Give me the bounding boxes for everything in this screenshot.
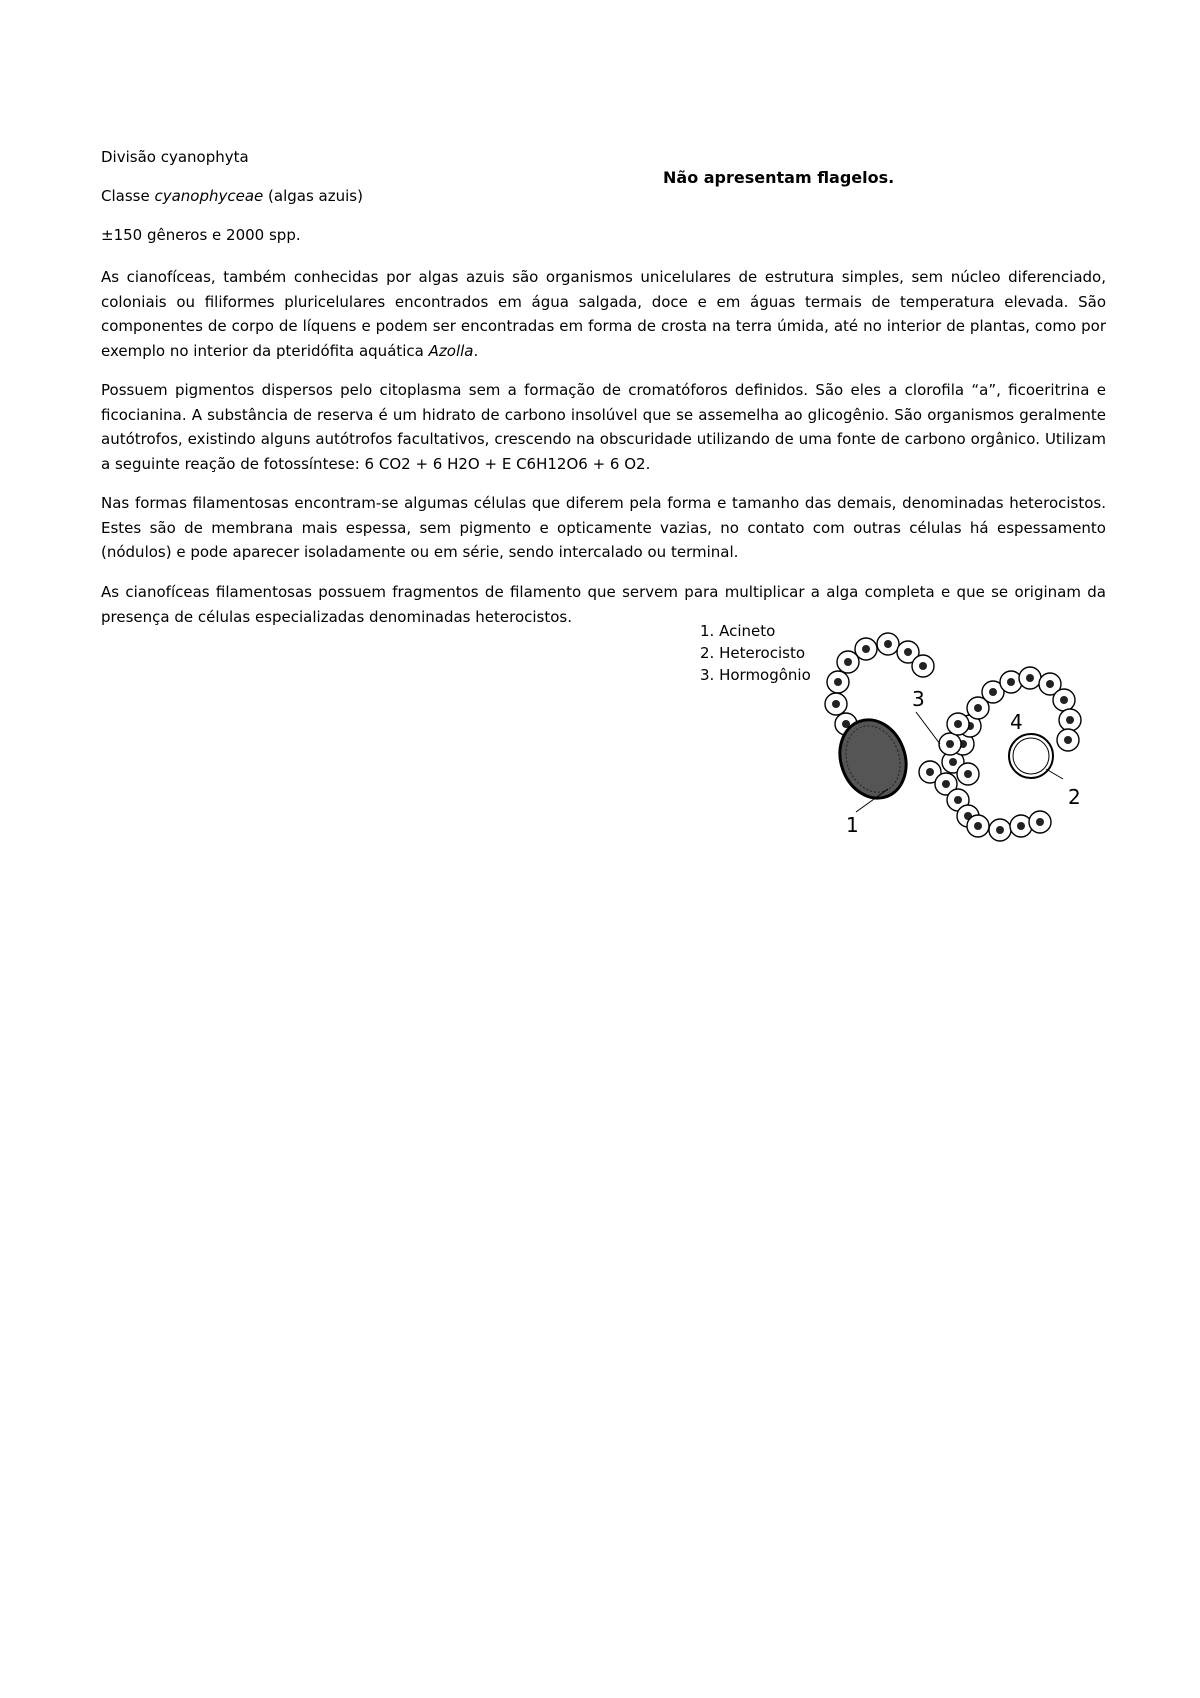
paragraph-heterocysts: Nas formas filamentosas encontram-se algumas células que diferem pela forma e tamanho das demais, denominadas heterocistos. Estes são de membrana mais espessa, sem pigmento e opticamente vazias, no contato com outras células há espessamento (nódulos) e pode aparecer isoladamente ou em série, sendo intercalado ou terminal. — [101, 494, 1106, 561]
cell-nucleus — [954, 796, 962, 804]
cell-nucleus — [884, 640, 892, 648]
legend-item-hormogonio: 3. Hormogônio — [700, 666, 811, 684]
cell-nucleus — [1017, 822, 1025, 830]
cell-nucleus — [904, 648, 912, 656]
cell-nucleus — [1066, 716, 1074, 724]
pointer-line-2 — [1046, 769, 1063, 779]
cell-nucleus — [919, 662, 927, 670]
cell-nucleus — [974, 822, 982, 830]
cell-nucleus — [1007, 678, 1015, 686]
cell-nucleus — [946, 740, 954, 748]
figure-label-3: 3 — [912, 687, 925, 711]
genera-count: ±150 gêneros e 2000 spp. — [101, 226, 301, 244]
class-line — [101, 184, 363, 208]
cell-nucleus — [1026, 674, 1034, 682]
cell-nucleus — [954, 720, 962, 728]
class-name: cyanophyceae — [154, 187, 264, 205]
flagella-note: Não apresentam flagelos. — [663, 168, 895, 187]
cell-nucleus — [862, 645, 870, 653]
class-prefix: Classe — [101, 187, 155, 205]
legend-item-acineto: 1. Acineto — [700, 622, 776, 640]
cell-nucleus — [834, 678, 842, 686]
cell-nucleus — [1060, 696, 1068, 704]
figure-label-1: 1 — [846, 813, 859, 837]
paragraph-intro — [101, 265, 1106, 363]
figure-label-4: 4 — [1010, 710, 1023, 734]
cell-nucleus — [832, 700, 840, 708]
class-suffix: (algas azuis) — [263, 187, 363, 205]
paragraph-fragments: As cianofíceas filamentosas possuem fragmentos de filamento que servem para multiplicar a alga completa e que se originam da presença de células especializadas denominadas heterocistos. — [101, 583, 1106, 626]
pointer-line-3 — [916, 712, 940, 744]
cell-nucleus — [1064, 736, 1072, 744]
cell-nucleus — [942, 780, 950, 788]
cell-nucleus — [926, 768, 934, 776]
cell-nucleus — [996, 826, 1004, 834]
cyanobacteria-filament-figure — [818, 604, 1098, 854]
cell-nucleus — [949, 758, 957, 766]
cell-nucleus — [964, 770, 972, 778]
cell-nucleus — [989, 688, 997, 696]
azolla-term: Azolla — [428, 341, 474, 360]
heterocyst-cell — [1009, 734, 1053, 778]
paragraph-intro-text: As cianofíceas, também conhecidas por algas azuis são organismos unicelulares de estrutura simples, sem núcleo diferenciado, coloniais ou filiformes pluricelulares encontrados em água salgada, doce e em águas termais de temperatura elevada. São componentes de corpo de líquens e podem ser encontradas em forma de crosta na terra úmida, até no interior de plantas, como por exemplo no interior da pteridófita aquática — [101, 268, 1106, 360]
paragraph-intro-end: . — [473, 341, 479, 360]
figure-legend — [700, 620, 811, 686]
cell-nucleus — [1036, 818, 1044, 826]
figure-label-2: 2 — [1068, 785, 1081, 809]
division-heading: Divisão cyanophyta — [101, 148, 249, 166]
cell-nucleus — [844, 658, 852, 666]
paragraph-pigments: Possuem pigmentos dispersos pelo citoplasma sem a formação de cromatóforos definidos. São eles a clorofila “a”, ficoeritrina e ficocianina. A substância de reserva é um hidrato de carbono insolúvel que se assemelha ao glicogênio. São organismos geralmente autótrofos, existindo alguns autótrofos facultativos, crescendo na obscuridade utilizando de uma fonte de carbono orgânico. Utilizam a seguinte reação de fotossíntese: 6 CO2 + 6 H2O + E C6H12O6 + 6 O2. — [101, 381, 1106, 473]
cell-nucleus — [974, 704, 982, 712]
cell-nucleus — [1046, 680, 1054, 688]
legend-item-heterocisto: 2. Heterocisto — [700, 644, 805, 662]
